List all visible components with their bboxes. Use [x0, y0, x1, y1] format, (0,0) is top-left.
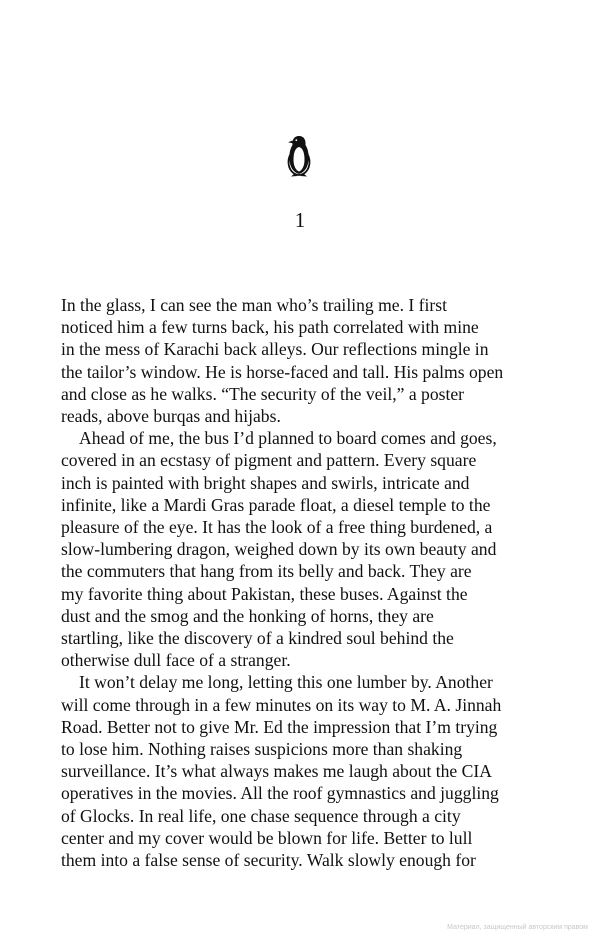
text-line: them into a false sense of security. Walk slowly enough for	[61, 850, 476, 871]
text-line: covered in an ecstasy of pigment and pattern. Every square	[61, 450, 477, 471]
text-line: noticed him a few turns back, his path correlated with mine	[61, 317, 479, 338]
text-line: Road. Better not to give Mr. Ed the impression that I’m trying	[61, 716, 498, 737]
text-line: dust and the smog and the honking of horns, they are	[61, 605, 434, 626]
text-line: the tailor’s window. He is horse-faced and tall. His palms open	[61, 361, 504, 382]
text-line: to lose him. Nothing raises suspicions more than shaking	[61, 739, 463, 760]
text-line: my favorite thing about Pakistan, these buses. Against the	[61, 583, 468, 604]
text-line: slow-lumbering dragon, weighed down by its own beauty and	[61, 539, 497, 560]
text-line: Ahead of me, the bus I’d planned to board comes and goes,	[79, 428, 497, 449]
text-line: otherwise dull face of a stranger.	[61, 650, 291, 671]
penguin-icon	[284, 134, 314, 178]
text-line: In the glass, I can see the man who’s trailing me. I first	[61, 295, 447, 315]
chapter-number: 1	[294, 208, 306, 232]
text-line: It won’t delay me long, letting this one lumber by. Another	[79, 672, 493, 693]
text-line: pleasure of the eye. It has the look of a free thing burdened, a	[61, 517, 493, 538]
text-line: will come through in a few minutes on its way to M. A. Jinnah	[61, 694, 502, 715]
text-line: startling, like the discovery of a kindred soul behind the	[61, 628, 454, 649]
text-line: operatives in the movies. All the roof gymnastics and juggling	[61, 783, 499, 804]
text-line: reads, above burqas and hijabs.	[61, 406, 281, 427]
copyright-watermark: Материал, защищенный авторским правом	[447, 924, 588, 931]
text-line: surveillance. It’s what always makes me laugh about the CIA	[61, 761, 492, 782]
text-line: center and my cover would be blown for life. Better to lull	[61, 827, 473, 848]
chapter-body-text	[61, 294, 551, 871]
text-line: of Glocks. In real life, one chase sequence through a city	[61, 805, 461, 826]
text-line: in the mess of Karachi back alleys. Our reflections mingle in	[61, 339, 489, 360]
text-line: the commuters that hang from its belly and back. They are	[61, 561, 472, 582]
text-line: inch is painted with bright shapes and swirls, intricate and	[61, 472, 470, 493]
text-line: infinite, like a Mardi Gras parade float, a diesel temple to the	[61, 494, 491, 515]
text-line: and close as he walks. “The security of the veil,” a poster	[61, 383, 465, 404]
